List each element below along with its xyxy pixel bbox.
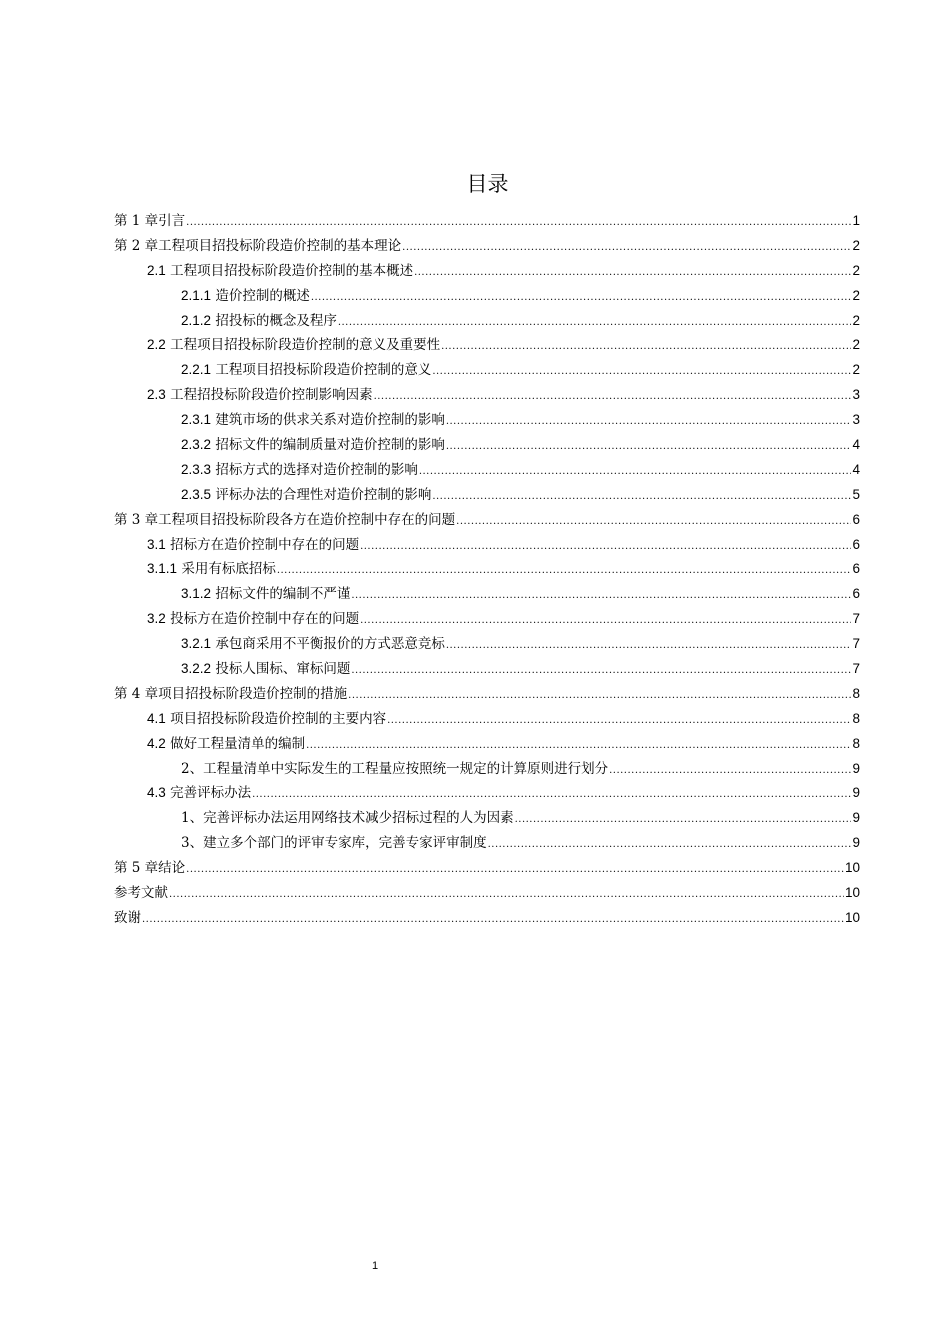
toc-entry-page: 10: [844, 909, 860, 925]
toc-entry-number: 2.2: [147, 337, 166, 353]
toc-dot-leader: [387, 709, 851, 734]
toc-entry-title: [181, 284, 310, 309]
toc-entry-page: 6: [852, 561, 860, 577]
toc-entry-number: 3.1.1: [147, 561, 178, 577]
toc-entry-number: 2.3: [147, 387, 166, 403]
toc-entry-page: 9: [852, 810, 860, 826]
toc-entry[interactable]: [114, 757, 860, 782]
toc-entry-title: [147, 781, 251, 806]
toc-entry-title: [147, 607, 359, 632]
toc-entry-number: 2.3.5: [181, 486, 212, 502]
toc-entry[interactable]: [114, 209, 860, 234]
toc-entry-label: 招标文件的编制质量对造价控制的影响: [215, 437, 445, 454]
toc-dot-leader: [360, 535, 851, 560]
toc-entry-label: 招标文件的编制不严谨: [215, 586, 351, 603]
toc-entry-number: 2.1.2: [181, 312, 212, 328]
toc-dot-leader: [488, 833, 852, 858]
toc-entry[interactable]: [114, 508, 860, 533]
toc-entry-page: 4: [852, 461, 860, 477]
toc-entry[interactable]: [114, 682, 860, 707]
toc-entry[interactable]: [114, 657, 860, 682]
toc-entry-title: [147, 732, 305, 757]
toc-entry-title: [114, 906, 141, 931]
toc-entry-label: 第 4 章项目招投标阶段造价控制的措施: [114, 685, 348, 702]
toc-dot-leader: [402, 236, 851, 261]
toc-entry-number: 3.2.1: [181, 636, 212, 652]
toc-entry-title: [114, 682, 347, 707]
toc-entry-number: 2.3.3: [181, 461, 212, 477]
toc-entry-label: 1、完善评标办法运用网络技术减少招标过程的人为因素: [181, 810, 514, 827]
toc-entry-number: 4.1: [147, 710, 166, 726]
toc-entry[interactable]: [114, 906, 860, 931]
toc-entry[interactable]: [114, 458, 860, 483]
toc-entry[interactable]: [114, 732, 860, 757]
toc-entry-title: [181, 433, 445, 458]
toc-entry-title: [181, 483, 431, 508]
toc-entry[interactable]: [114, 383, 860, 408]
toc-entry[interactable]: [114, 309, 860, 334]
toc-entry-page: 10: [844, 885, 860, 901]
toc-entry[interactable]: [114, 284, 860, 309]
toc-dot-leader: [446, 435, 852, 460]
page-title: 目录: [466, 172, 509, 196]
toc-entry-page: 5: [852, 486, 860, 502]
toc-entry-title: [181, 582, 350, 607]
toc-entry[interactable]: [114, 259, 860, 284]
toc-entry-label: 做好工程量清单的编制: [170, 735, 306, 752]
toc-dot-leader: [142, 908, 844, 933]
toc-entry-title: [181, 358, 431, 383]
toc-entry-number: 2.1.1: [181, 287, 212, 303]
toc-dot-leader: [351, 659, 851, 684]
toc-entry[interactable]: [114, 831, 860, 856]
toc-entry-label: 投标人围标、窜标问题: [215, 661, 351, 678]
toc-dot-leader: [311, 286, 852, 311]
toc-entry[interactable]: [114, 333, 860, 358]
toc-dot-leader: [456, 510, 851, 535]
toc-entry-page: 8: [852, 710, 860, 726]
toc-entry-number: 2.1: [147, 262, 166, 278]
toc-dot-leader: [186, 858, 844, 883]
toc-dot-leader: [277, 559, 852, 584]
toc-entry-label: 招标方式的选择对造价控制的影响: [215, 461, 418, 478]
toc-entry-page: 10: [844, 860, 860, 876]
toc-dot-leader: [338, 311, 852, 336]
toc-entry-title: [114, 508, 455, 533]
toc-dot-leader: [186, 211, 851, 236]
toc-entry-label: 招投标的概念及程序: [215, 312, 337, 329]
toc-dot-leader: [169, 883, 844, 908]
toc-dot-leader: [348, 684, 851, 709]
toc-dot-leader: [446, 410, 852, 435]
table-of-contents: [114, 209, 860, 931]
toc-entry-number: 3.1: [147, 536, 166, 552]
toc-entry-number: 3.2: [147, 611, 166, 627]
toc-dot-leader: [351, 584, 851, 609]
toc-entry-page: 9: [852, 760, 860, 776]
toc-entry-label: 2、工程量清单中实际发生的工程量应按照统一规定的计算原则进行划分: [181, 760, 609, 777]
toc-dot-leader: [414, 261, 851, 286]
toc-entry-title: [181, 632, 445, 657]
toc-entry-number: 4.2: [147, 735, 166, 751]
toc-entry-label: 第 2 章工程项目招投标阶段造价控制的基本理论: [114, 237, 402, 254]
toc-entry[interactable]: [114, 234, 860, 259]
toc-entry-page: 3: [852, 387, 860, 403]
toc-entry-page: 4: [852, 437, 860, 453]
toc-entry-label: 工程招投标阶段造价控制影响因素: [170, 387, 373, 404]
toc-dot-leader: [360, 609, 851, 634]
toc-entry-page: 6: [852, 511, 860, 527]
toc-entry-title: [181, 831, 487, 856]
toc-entry-page: 6: [852, 586, 860, 602]
toc-entry-title: [181, 806, 514, 831]
toc-entry-title: [114, 881, 168, 906]
toc-entry-label: 采用有标底招标: [181, 561, 276, 578]
toc-entry[interactable]: [114, 483, 860, 508]
toc-entry-title: [147, 383, 373, 408]
toc-entry-page: 2: [852, 337, 860, 353]
toc-entry-page: 6: [852, 536, 860, 552]
toc-entry-page: 7: [852, 611, 860, 627]
toc-entry[interactable]: [114, 408, 860, 433]
toc-entry-page: 9: [852, 835, 860, 851]
toc-entry-title: [181, 458, 418, 483]
page-number: 1: [371, 1260, 379, 1272]
toc-entry-label: 致谢: [114, 909, 141, 926]
toc-entry-title: [181, 657, 350, 682]
toc-entry-label: 参考文献: [114, 885, 168, 902]
toc-entry-title: [147, 333, 440, 358]
toc-entry-page: 8: [852, 735, 860, 751]
toc-entry-title: [114, 856, 185, 881]
toc-entry[interactable]: [114, 557, 860, 582]
toc-entry-label: 3、建立多个部门的评审专家库，完善专家评审制度: [181, 835, 487, 852]
toc-dot-leader: [432, 360, 851, 385]
toc-entry-label: 投标方在造价控制中存在的问题: [170, 611, 360, 628]
toc-entry[interactable]: [114, 856, 860, 881]
toc-entry-number: 3.1.2: [181, 586, 212, 602]
toc-entry-label: 完善评标办法: [170, 785, 252, 802]
toc-entry-number: 4.3: [147, 785, 166, 801]
toc-entry[interactable]: [114, 533, 860, 558]
toc-dot-leader: [432, 485, 851, 510]
toc-entry[interactable]: [114, 881, 860, 906]
toc-entry[interactable]: [114, 607, 860, 632]
toc-entry-page: 2: [852, 262, 860, 278]
toc-entry-page: 1: [852, 213, 860, 228]
toc-entry-title: [181, 757, 608, 782]
toc-entry[interactable]: [114, 781, 860, 806]
toc-entry-title: [114, 234, 401, 259]
toc-entry-label: 承包商采用不平衡报价的方式恶意竞标: [215, 636, 445, 653]
toc-entry-title: [181, 408, 445, 433]
toc-entry-label: 项目招投标阶段造价控制的主要内容: [170, 710, 387, 727]
toc-dot-leader: [515, 808, 852, 833]
toc-dot-leader: [306, 734, 851, 759]
toc-entry-page: 2: [852, 237, 860, 253]
toc-dot-leader: [374, 385, 852, 410]
toc-entry-label: 工程项目招投标阶段造价控制的意义及重要性: [170, 337, 441, 354]
toc-entry-label: 第 3 章工程项目招投标阶段各方在造价控制中存在的问题: [114, 511, 456, 528]
toc-entry[interactable]: [114, 806, 860, 831]
toc-entry-title: [181, 309, 337, 334]
toc-entry[interactable]: [114, 358, 860, 383]
toc-entry-label: 工程项目招投标阶段造价控制的意义: [215, 362, 432, 379]
toc-entry-number: 2.3.2: [181, 437, 212, 453]
toc-entry-label: 评标办法的合理性对造价控制的影响: [215, 486, 432, 503]
toc-entry-title: [114, 209, 185, 234]
toc-dot-leader: [419, 460, 852, 485]
toc-dot-leader: [252, 783, 851, 808]
toc-entry-label: 第 5 章结论: [114, 860, 186, 877]
toc-entry-page: 7: [852, 661, 860, 677]
toc-entry-title: [147, 533, 359, 558]
toc-entry-page: 2: [852, 312, 860, 328]
toc-entry-title: [147, 259, 413, 284]
toc-dot-leader: [446, 634, 852, 659]
toc-entry-number: 2.2.1: [181, 362, 212, 378]
toc-entry-page: 3: [852, 412, 860, 428]
toc-dot-leader: [441, 335, 851, 360]
toc-entry-page: 8: [852, 685, 860, 701]
toc-entry-number: 3.2.2: [181, 661, 212, 677]
toc-entry-title: [147, 707, 386, 732]
toc-entry-title: [147, 557, 276, 582]
toc-entry[interactable]: [114, 582, 860, 607]
toc-entry-label: 第 1 章引言: [114, 213, 186, 229]
toc-entry[interactable]: [114, 707, 860, 732]
toc-entry-label: 建筑市场的供求关系对造价控制的影响: [215, 412, 445, 429]
toc-entry-label: 招标方在造价控制中存在的问题: [170, 536, 360, 553]
toc-dot-leader: [609, 759, 851, 784]
toc-entry-page: 2: [852, 362, 860, 378]
toc-entry-label: 造价控制的概述: [215, 287, 310, 304]
toc-entry-page: 2: [852, 287, 860, 303]
toc-entry-page: 7: [852, 636, 860, 652]
toc-entry-page: 9: [852, 785, 860, 801]
toc-entry[interactable]: [114, 632, 860, 657]
toc-entry[interactable]: [114, 433, 860, 458]
toc-entry-label: 工程项目招投标阶段造价控制的基本概述: [170, 262, 414, 279]
toc-entry-number: 2.3.1: [181, 412, 212, 428]
